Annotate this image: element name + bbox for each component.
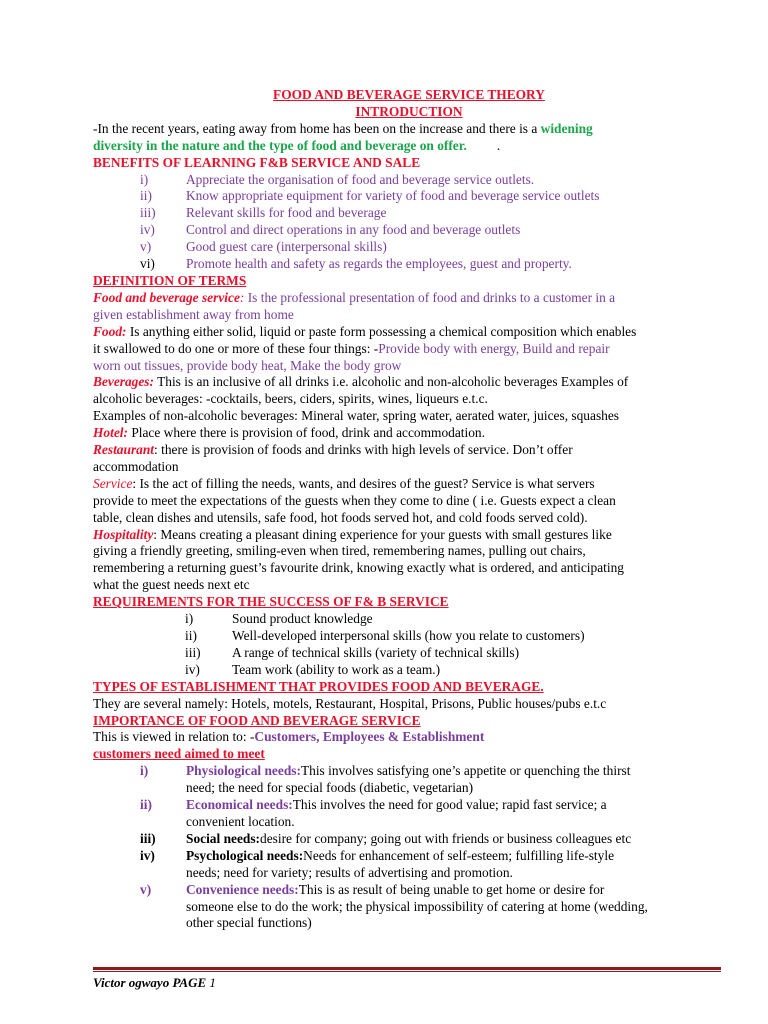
definitions-heading: DEFINITION OF TERMS xyxy=(93,272,247,288)
def-beverages: This is an inclusive of all drinks i.e. alcoholic and non-alcoholic beverages Examples of xyxy=(153,374,629,390)
list-item-text: Control and direct operations in any food and beverage outlets xyxy=(186,222,521,238)
list-item xyxy=(93,188,725,205)
list-item-number: vi) xyxy=(140,256,155,272)
intro-highlight: widening xyxy=(540,120,593,136)
intro-paragraph-line-1 xyxy=(93,121,725,138)
list-item xyxy=(93,239,725,256)
term-hotel: Hotel: xyxy=(93,425,128,441)
term-food: Food: xyxy=(93,323,127,339)
customer-needs-subheading: customers need aimed to meet xyxy=(93,746,265,762)
list-item-number: iii) xyxy=(140,830,156,846)
need-line-2: need; the need for special foods (diabetic, vegetarian) xyxy=(186,780,474,796)
list-item-number: i) xyxy=(185,611,194,627)
need-term: Psychological needs: xyxy=(186,847,304,863)
list-item-number: iii) xyxy=(140,205,156,221)
footer-page-number: 1 xyxy=(209,975,216,990)
list-item-number: iv) xyxy=(140,222,155,238)
def-food-line-3: worn out tissues, provide body heat, Make the body grow xyxy=(93,357,402,373)
need-line-1 xyxy=(93,831,725,848)
requirements-heading: REQUIREMENTS FOR THE SUCCESS OF F& B SERVICE xyxy=(93,594,449,610)
def-restaurant-line-1 xyxy=(93,442,725,459)
list-item xyxy=(93,172,725,189)
section-title-introduction: INTRODUCTION xyxy=(355,103,463,119)
intro-paragraph-line-2 xyxy=(93,138,725,155)
def-food-beverage-service: Is the professional presentation of food and drinks to a customer in a xyxy=(247,289,616,305)
list-item-number: iii) xyxy=(185,644,201,660)
list-item-text: Good guest care (interpersonal skills) xyxy=(186,239,387,255)
need-line-1 xyxy=(93,763,725,780)
list-item-number: iv) xyxy=(185,661,200,677)
def-service-text: : Is the act of filling the needs, wants, and desires of the guest? Service is what servers xyxy=(132,475,595,491)
list-item-number: ii) xyxy=(185,628,197,643)
list-item xyxy=(93,205,725,222)
importance-heading: IMPORTANCE OF FOOD AND BEVERAGE SERVICE xyxy=(93,712,421,728)
def-hospitality-line-3: remembering a returning guest’s favourite drink, knowing exactly what is ordered, and anticipating xyxy=(93,560,625,576)
term-hospitality: Hospitality xyxy=(93,526,154,542)
need-line-2: convenient location. xyxy=(186,813,295,829)
need-description: desire for company; going out with friends or business colleagues etc xyxy=(260,830,632,846)
footer-author: Victor ogwayo xyxy=(93,975,170,990)
def-food-line-1 xyxy=(93,324,725,341)
list-item-number: ii) xyxy=(140,188,152,204)
need-term: Social needs: xyxy=(186,830,261,846)
need-line-1 xyxy=(93,882,725,899)
document-page xyxy=(93,87,725,932)
def-hospitality-text: : Means creating a pleasant dining experience for your guests with small gestures like xyxy=(153,526,612,542)
list-item-text: Appreciate the organisation of food and beverage service outlets. xyxy=(186,171,535,187)
intro-text: -In the recent years, eating away from home has been on the increase and there is a xyxy=(93,120,541,136)
need-description: This is as result of being unable to get home or desire for xyxy=(298,881,605,897)
list-item xyxy=(93,645,725,662)
def-hospitality-line-2: giving a friendly greeting, smiling-even when tired, remembering names, pulling out chairs, xyxy=(93,543,586,559)
need-term: Physiological needs: xyxy=(186,763,301,779)
list-item-text: Know appropriate equipment for variety of food and beverage service outlets xyxy=(186,188,600,204)
def-fb-line-2: given establishment away from home xyxy=(93,306,294,322)
list-item-number: v) xyxy=(140,881,152,897)
list-item xyxy=(93,628,725,645)
list-item xyxy=(93,763,725,797)
need-description: This involves satisfying one’s appetite or quenching the thirst xyxy=(300,763,631,779)
need-line-2: someone else to do the work; the physical impossibility of catering at home (wedding, xyxy=(186,898,648,914)
term-beverages: Beverages: xyxy=(93,374,154,390)
list-item-text: Sound product knowledge xyxy=(232,611,373,627)
intro-highlight-2: diversity in the nature and the type of food and beverage on offer. xyxy=(93,137,467,153)
def-hotel-text: Place where there is provision of food, drink and accommodation. xyxy=(127,425,485,441)
need-line-3: other special functions) xyxy=(186,915,312,931)
list-item xyxy=(93,662,725,679)
def-service-line-2: provide to meet the expectations of the guests when they come to dine ( i.e. Guests expect a clean xyxy=(93,492,616,508)
need-description: This involves the need for good value; rapid fast service; a xyxy=(292,797,607,813)
list-item-number: v) xyxy=(140,239,152,255)
def-beverages-line-1 xyxy=(93,374,725,391)
term-restaurant: Restaurant xyxy=(93,442,155,458)
def-service-line-1 xyxy=(93,476,725,493)
def-hotel xyxy=(93,425,725,442)
footer-rule xyxy=(93,967,721,970)
def-restaurant-text: : there is provision of foods and drinks with high levels of service. Don’t offer xyxy=(154,442,573,458)
types-text: They are several namely: Hotels, motels, Restaurant, Hospital, Prisons, Public houses/pubs e.t.c xyxy=(93,695,607,711)
need-term: Economical needs: xyxy=(186,797,293,813)
need-line-1 xyxy=(93,797,725,814)
list-item xyxy=(93,882,725,933)
need-description: Needs for enhancement of self-esteem; fulfilling life-style xyxy=(303,847,615,863)
requirements-list xyxy=(93,611,725,679)
need-line-2: needs; need for variety; results of advertising and promotion. xyxy=(186,864,513,880)
importance-relation xyxy=(93,729,725,746)
list-item-number: i) xyxy=(140,171,149,187)
needs-list xyxy=(93,763,725,932)
list-item-text: A range of technical skills (variety of technical skills) xyxy=(232,644,520,660)
list-item-text: Relevant skills for food and beverage xyxy=(186,205,387,221)
def-restaurant-line-2: accommodation xyxy=(93,458,179,474)
list-item-text: Promote health and safety as regards the employees, guest and property. xyxy=(186,256,572,272)
list-item-number: ii) xyxy=(140,797,152,813)
def-food-text: it swallowed to do one or more of these four things: - xyxy=(93,340,379,356)
def-service-line-3: table, clean dishes and utensils, safe food, hot foods served hot, and cold foods served cold). xyxy=(93,509,588,525)
page-footer xyxy=(93,975,216,991)
def-hospitality-line-1 xyxy=(93,527,725,544)
importance-relation-text: This is viewed in relation to: - xyxy=(93,729,255,745)
def-hospitality-line-4: what the guest needs next etc xyxy=(93,577,250,593)
term-food-beverage-service: Food and beverage service xyxy=(93,289,240,305)
list-item-number: i) xyxy=(140,763,149,779)
def-beverages-line-2: alcoholic beverages: -cocktails, beers, ciders, spirits, wines, liqueurs e.t.c. xyxy=(93,391,488,407)
footer-rule-thin xyxy=(93,971,721,972)
intro-trail: . xyxy=(496,137,501,153)
def-beverages-line-3: Examples of non-alcoholic beverages: Mineral water, spring water, aerated water, juices, squashes xyxy=(93,408,619,424)
term-colon: : xyxy=(239,289,248,305)
def-food-functions: Provide body with energy, Build and repair xyxy=(378,340,610,356)
list-item xyxy=(93,256,725,273)
need-line-1 xyxy=(93,848,725,865)
benefits-list xyxy=(93,172,725,273)
importance-relation-items: Customers, Employees & Establishment xyxy=(254,729,485,745)
list-item xyxy=(93,611,725,628)
list-item xyxy=(93,831,725,848)
def-food: Is anything either solid, liquid or paste form possessing a chemical composition which enables xyxy=(126,323,637,339)
footer-page-label: PAGE xyxy=(172,975,207,990)
list-item xyxy=(93,222,725,239)
def-fb-line-1 xyxy=(93,290,725,307)
list-item xyxy=(93,848,725,882)
list-item-number: iv) xyxy=(140,847,155,863)
benefits-heading: BENEFITS OF LEARNING F&B SERVICE AND SALE xyxy=(93,154,421,170)
document-title: FOOD AND BEVERAGE SERVICE THEORY xyxy=(273,87,545,102)
def-food-line-2 xyxy=(93,341,725,358)
term-service: Service xyxy=(93,475,133,491)
list-item-text: Well-developed interpersonal skills (how you relate to customers) xyxy=(232,628,585,643)
list-item-text: Team work (ability to work as a team.) xyxy=(232,661,441,677)
need-term: Convenience needs: xyxy=(186,881,299,897)
list-item xyxy=(93,797,725,831)
types-heading: TYPES OF ESTABLISHMENT THAT PROVIDES FOOD AND BEVERAGE. xyxy=(93,678,544,694)
